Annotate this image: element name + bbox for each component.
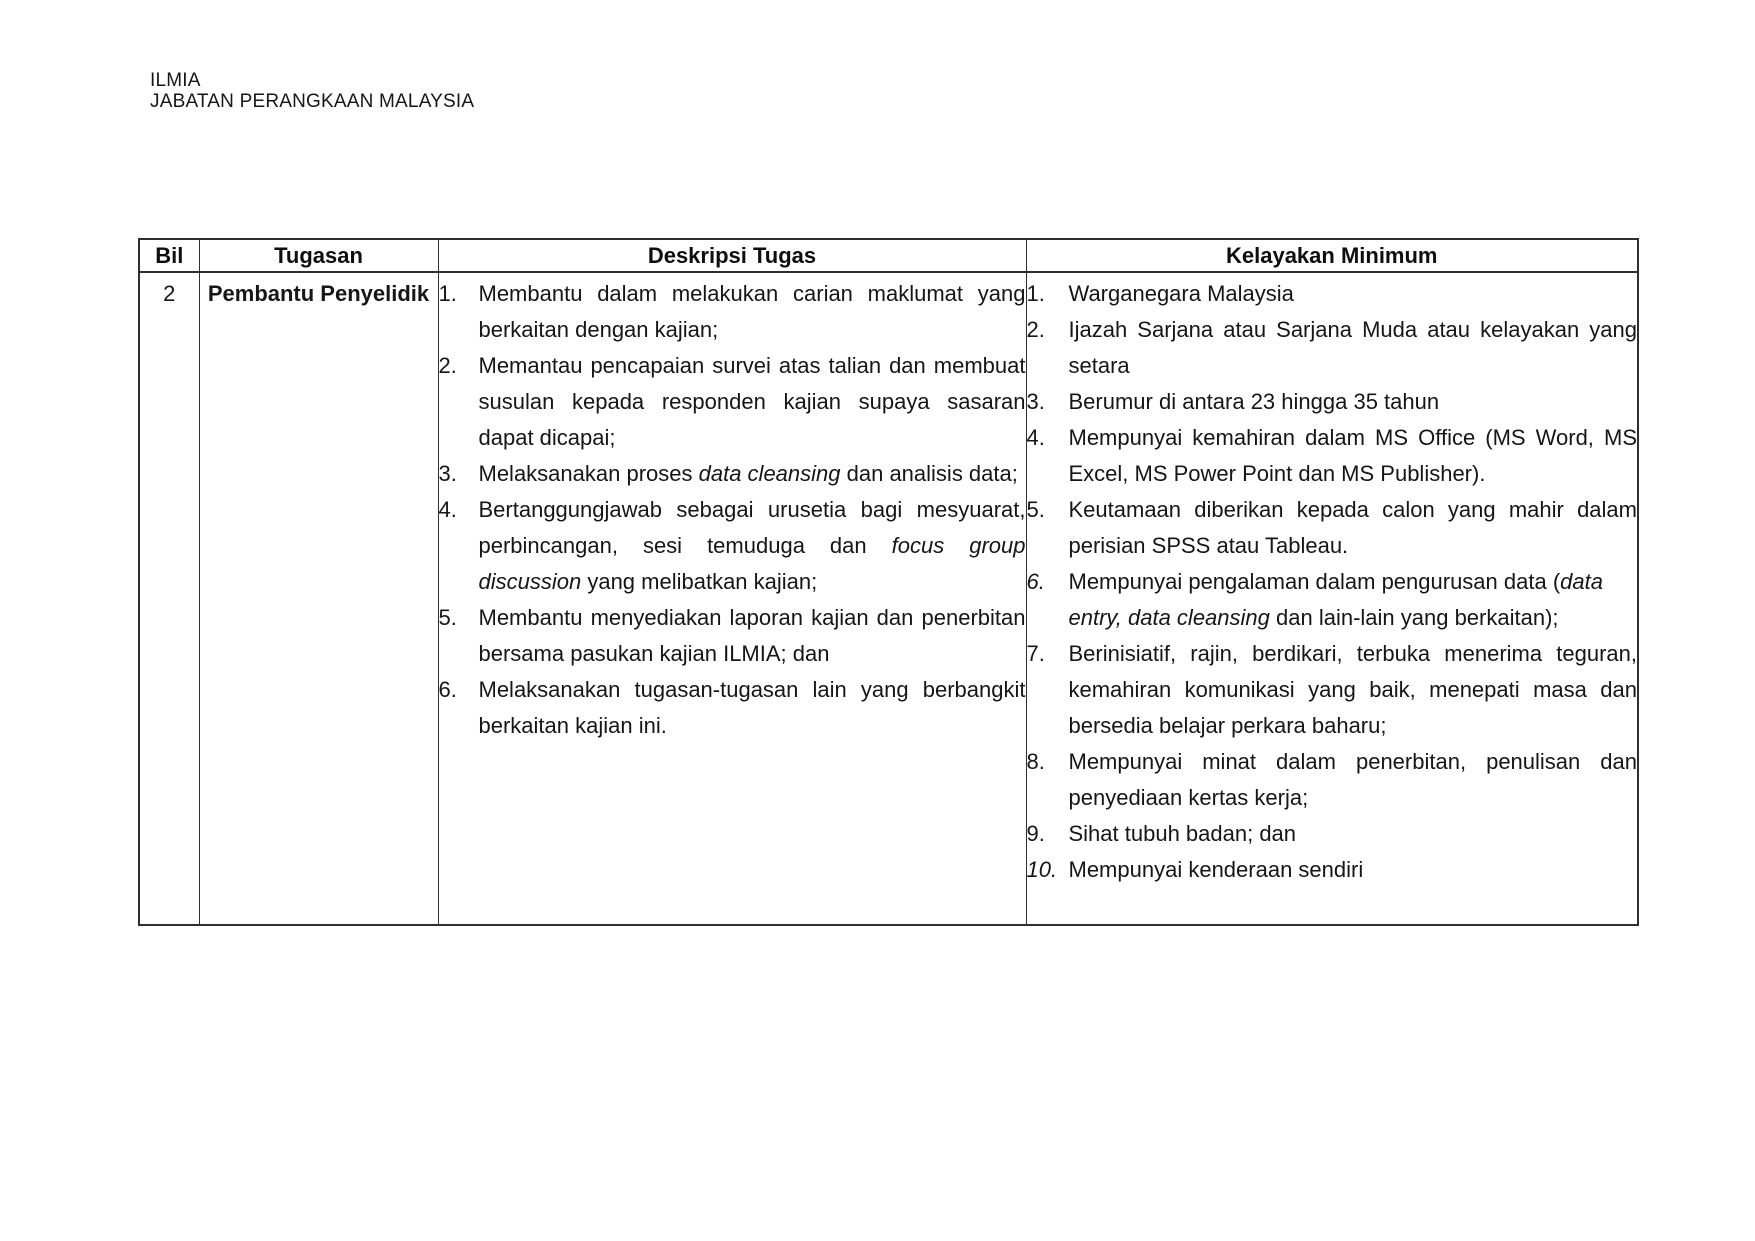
item-number: 3. [438,461,457,486]
tugasan-cell: Pembantu Penyelidik [199,272,438,925]
item-text: Berinisiatif, rajin, berdikari, terbuka menerima teguran, kemahiran komunikasi yang baik, menepati masa dan bersedia belajar perkara baharu; [1068,641,1637,738]
item-number: 3. [1026,389,1045,414]
item-number: 2. [438,353,457,378]
kelayakan-cell [1026,272,1638,925]
qualification-item [1027,492,1638,564]
col-header-kelayakan: Kelayakan Minimum [1026,239,1638,272]
org-name: ILMIA [150,70,201,91]
qualification-item [1027,636,1638,744]
deskripsi-cell [438,272,1026,925]
item-text: Mempunyai kenderaan sendiri [1068,857,1364,882]
item-number: 7. [1026,641,1045,666]
qualification-item [1027,852,1638,888]
table-row [139,272,1638,925]
job-table [138,238,1639,926]
item-number: 10. [1026,857,1058,882]
qualification-item [1027,384,1638,420]
table-header-row [139,239,1638,272]
task-item [439,672,1026,744]
qualification-item [1027,744,1638,816]
item-text: Membantu dalam melakukan carian maklumat yang berkaitan dengan kajian; [478,281,1026,342]
qualification-item [1027,420,1638,492]
col-header-bil: Bil [139,239,199,272]
task-item [439,456,1026,492]
item-number: 1. [438,281,457,306]
qualification-list [1027,276,1638,888]
item-text: Keutamaan diberikan kepada calon yang mahir dalam perisian SPSS atau Tableau. [1068,497,1637,558]
item-number: 8. [1026,749,1045,774]
item-number: 1. [1026,281,1045,306]
item-text: Berumur di antara 23 hingga 35 tahun [1068,389,1440,414]
item-number: 6. [1026,569,1045,594]
dept-name: JABATAN PERANGKAAN MALAYSIA [150,91,475,112]
item-number: 5. [438,605,457,630]
item-number: 4. [1026,425,1045,450]
item-text: Memantau pencapaian survei atas talian dan membuat susulan kepada responden kajian supaya sasaran dapat dicapai; [478,353,1026,450]
item-text: Melaksanakan proses data cleansing dan analisis data; [478,461,1018,486]
item-text: Membantu menyediakan laporan kajian dan penerbitan bersama pasukan kajian ILMIA; dan [478,605,1026,666]
bil-cell: 2 [139,272,199,925]
task-list [439,276,1026,744]
item-number: 9. [1026,821,1045,846]
item-text: Warganegara Malaysia [1068,281,1294,306]
task-item [439,276,1026,348]
item-text: Mempunyai minat dalam penerbitan, penulisan dan penyediaan kertas kerja; [1068,749,1637,810]
qualification-item [1027,816,1638,852]
item-text: Ijazah Sarjana atau Sarjana Muda atau kelayakan yang setara [1068,317,1637,378]
qualification-item [1027,276,1638,312]
col-header-tugasan: Tugasan [199,239,438,272]
item-number: 5. [1026,497,1045,522]
item-text: Bertanggungjawab sebagai urusetia bagi mesyuarat, perbincangan, sesi temuduga dan focus group discussion yang melibatkan kajian; [478,497,1026,594]
item-number: 4. [438,497,457,522]
item-number: 2. [1026,317,1045,342]
doc-header [150,70,474,112]
item-text: Mempunyai pengalaman dalam pengurusan data (data entry, data cleansing dan lain-lain yang berkaitan); [1068,569,1603,630]
item-text: Mempunyai kemahiran dalam MS Office (MS Word, MS Excel, MS Power Point dan MS Publisher). [1068,425,1637,486]
qualification-item [1027,312,1638,384]
col-header-deskripsi: Deskripsi Tugas [438,239,1026,272]
task-item [439,348,1026,456]
task-item [439,492,1026,600]
task-item [439,600,1026,672]
item-text: Melaksanakan tugasan-tugasan lain yang berbangkit berkaitan kajian ini. [478,677,1026,738]
item-text: Sihat tubuh badan; dan [1068,821,1297,846]
item-number: 6. [438,677,457,702]
qualification-item [1027,564,1638,636]
